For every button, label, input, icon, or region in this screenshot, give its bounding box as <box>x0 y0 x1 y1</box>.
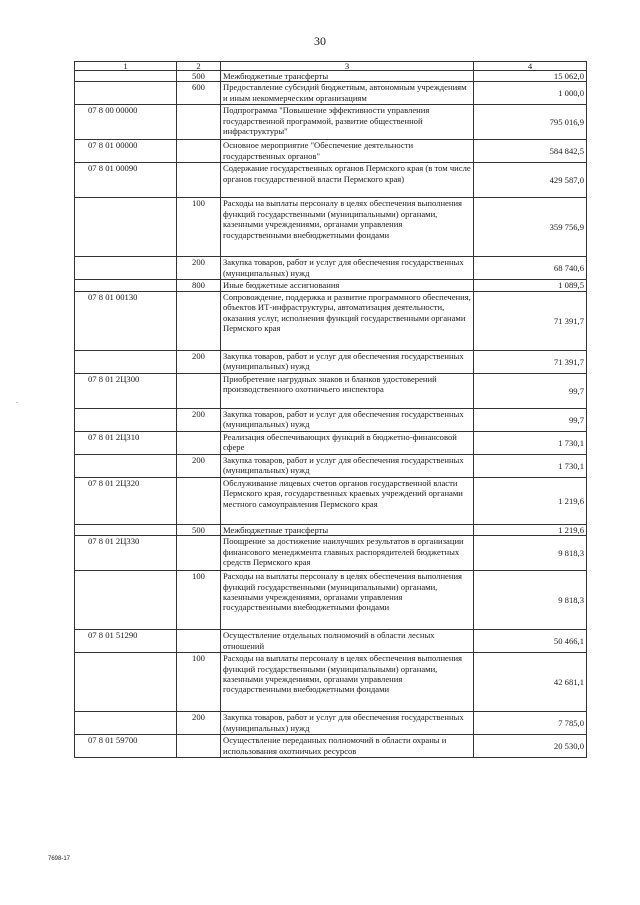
row-expense-type <box>177 163 221 198</box>
row-name: Осуществление отдельных полномочий в области лесных отношений <box>221 630 474 653</box>
table-row <box>75 653 587 712</box>
row-expense-type: 200 <box>177 350 221 373</box>
row-expense-type: 100 <box>177 198 221 257</box>
table-row <box>75 408 587 431</box>
header-col-4: 4 <box>474 62 587 71</box>
row-code: 07 8 01 2Ц310 <box>75 431 177 454</box>
row-sum: 1 219,6 <box>474 477 587 524</box>
row-sum: 429 587,0 <box>474 163 587 198</box>
row-sum: 1 730,1 <box>474 431 587 454</box>
row-code: 07 8 01 2Ц320 <box>75 477 177 524</box>
row-expense-type: 200 <box>177 257 221 280</box>
table-row <box>75 454 587 477</box>
table-row <box>75 105 587 140</box>
row-sum: 99,7 <box>474 373 587 408</box>
row-expense-type <box>177 477 221 524</box>
row-sum: 795 016,9 <box>474 105 587 140</box>
header-col-1: 1 <box>75 62 177 71</box>
budget-table <box>74 61 587 758</box>
row-name: Содержание государственных органов Пермского края (в том числе органов государственной власти Пермского края) <box>221 163 474 198</box>
row-code <box>75 454 177 477</box>
row-code <box>75 257 177 280</box>
row-sum: 99,7 <box>474 408 587 431</box>
table-row <box>75 350 587 373</box>
row-sum: 9 818,3 <box>474 536 587 571</box>
row-expense-type: 100 <box>177 653 221 712</box>
table-row <box>75 140 587 163</box>
row-code <box>75 408 177 431</box>
row-code <box>75 198 177 257</box>
row-sum: 1 730,1 <box>474 454 587 477</box>
table-row <box>75 82 587 105</box>
row-name: Обслуживание лицевых счетов органов государственной власти Пермского края, государственных краевых учреждений органами местного самоуправления Пермского края <box>221 477 474 524</box>
row-expense-type <box>177 373 221 408</box>
row-code: 07 8 00 00000 <box>75 105 177 140</box>
row-sum: 42 681,1 <box>474 653 587 712</box>
page-number: 30 <box>314 34 326 48</box>
row-expense-type: 100 <box>177 571 221 630</box>
row-name: Закупка товаров, работ и услуг для обеспечения государственных (муниципальных) нужд <box>221 712 474 735</box>
row-sum: 584 842,5 <box>474 140 587 163</box>
header-col-2: 2 <box>177 62 221 71</box>
row-expense-type: 200 <box>177 408 221 431</box>
row-code: 07 8 01 59700 <box>75 735 177 758</box>
row-code <box>75 280 177 291</box>
row-code <box>75 350 177 373</box>
row-code: 07 8 01 00090 <box>75 163 177 198</box>
row-code: 07 8 01 2Ц330 <box>75 536 177 571</box>
row-expense-type: 200 <box>177 454 221 477</box>
row-name: Иные бюджетные ассигнования <box>221 280 474 291</box>
table-header-row <box>75 62 587 71</box>
table-row <box>75 291 587 350</box>
row-name: Закупка товаров, работ и услуг для обеспечения государственных (муниципальных) нужд <box>221 408 474 431</box>
row-expense-type: 500 <box>177 71 221 82</box>
table-row <box>75 431 587 454</box>
row-expense-type <box>177 291 221 350</box>
row-sum: 1 000,0 <box>474 82 587 105</box>
row-code: 07 8 01 00130 <box>75 291 177 350</box>
row-name: Сопровождение, поддержка и развитие программного обеспечения, объектов ИТ-инфраструктуры, автоматизация деятельности, оказания услуг, исполнения функций государственными органами Пермского края <box>221 291 474 350</box>
header-col-3: 3 <box>221 62 474 71</box>
row-code: 07 8 01 51290 <box>75 630 177 653</box>
row-sum: 359 756,9 <box>474 198 587 257</box>
margin-mark: . <box>16 396 18 405</box>
row-code <box>75 524 177 535</box>
row-sum: 15 062,0 <box>474 71 587 82</box>
table-row <box>75 373 587 408</box>
row-expense-type <box>177 140 221 163</box>
row-expense-type: 800 <box>177 280 221 291</box>
row-expense-type: 600 <box>177 82 221 105</box>
row-name: Закупка товаров, работ и услуг для обеспечения государственных (муниципальных) нужд <box>221 257 474 280</box>
row-sum: 71 391,7 <box>474 350 587 373</box>
row-code <box>75 571 177 630</box>
row-expense-type: 200 <box>177 712 221 735</box>
table-row <box>75 163 587 198</box>
row-sum: 68 740,6 <box>474 257 587 280</box>
row-expense-type: 500 <box>177 524 221 535</box>
table-row <box>75 712 587 735</box>
document-code: 7698-17 <box>48 856 71 862</box>
row-name: Реализация обеспечивающих функций в бюджетно-финансовой сфере <box>221 431 474 454</box>
row-name: Межбюджетные трансферты <box>221 524 474 535</box>
row-name: Закупка товаров, работ и услуг для обеспечения государственных (муниципальных) нужд <box>221 350 474 373</box>
row-code <box>75 653 177 712</box>
row-name: Расходы на выплаты персоналу в целях обеспечения выполнения функций государственными (муниципальными) органами, казенными учреждениями, органами управления государственными внебюджетными фондами <box>221 571 474 630</box>
row-name: Основное мероприятие "Обеспечение деятельности государственных органов" <box>221 140 474 163</box>
table-row <box>75 198 587 257</box>
table-row <box>75 536 587 571</box>
row-expense-type <box>177 536 221 571</box>
row-name: Поощрение за достижение наилучших результатов в организации финансового менеджмента главных распорядителей бюджетных средств Пермского края <box>221 536 474 571</box>
row-name: Предоставление субсидий бюджетным, автономным учреждениям и иным некоммерческим организациям <box>221 82 474 105</box>
row-code <box>75 82 177 105</box>
row-code: 07 8 01 2Ц300 <box>75 373 177 408</box>
row-name: Закупка товаров, работ и услуг для обеспечения государственных (муниципальных) нужд <box>221 454 474 477</box>
row-code <box>75 712 177 735</box>
row-name: Подпрограмма "Повышение эффективности управления государственной программой, развитие общественной инфраструктуры" <box>221 105 474 140</box>
row-sum: 50 466,1 <box>474 630 587 653</box>
table-row <box>75 257 587 280</box>
table-row <box>75 280 587 291</box>
table-row <box>75 630 587 653</box>
row-expense-type <box>177 630 221 653</box>
row-expense-type <box>177 431 221 454</box>
row-name: Расходы на выплаты персоналу в целях обеспечения выполнения функций государственными (муниципальными) органами, казенными учреждениями, органами управления государственными внебюджетными фондами <box>221 198 474 257</box>
row-code <box>75 71 177 82</box>
table-row <box>75 71 587 82</box>
row-sum: 1 219,6 <box>474 524 587 535</box>
row-name: Приобретение нагрудных знаков и бланков удостоверений производственного охотничьего инспектора <box>221 373 474 408</box>
row-sum: 1 089,5 <box>474 280 587 291</box>
row-name: Осуществление переданных полномочий в области охраны и использования охотничьих ресурсов <box>221 735 474 758</box>
row-expense-type <box>177 735 221 758</box>
row-name: Расходы на выплаты персоналу в целях обеспечения выполнения функций государственными (муниципальными) органами, казенными учреждениями, органами управления государственными внебюджетными фондами <box>221 653 474 712</box>
row-sum: 20 530,0 <box>474 735 587 758</box>
row-name: Межбюджетные трансферты <box>221 71 474 82</box>
table-row <box>75 524 587 535</box>
row-sum: 7 785,0 <box>474 712 587 735</box>
row-sum: 71 391,7 <box>474 291 587 350</box>
row-expense-type <box>177 105 221 140</box>
row-sum: 9 818,3 <box>474 571 587 630</box>
row-code: 07 8 01 00000 <box>75 140 177 163</box>
table-row <box>75 571 587 630</box>
table-row <box>75 477 587 524</box>
table-row <box>75 735 587 758</box>
